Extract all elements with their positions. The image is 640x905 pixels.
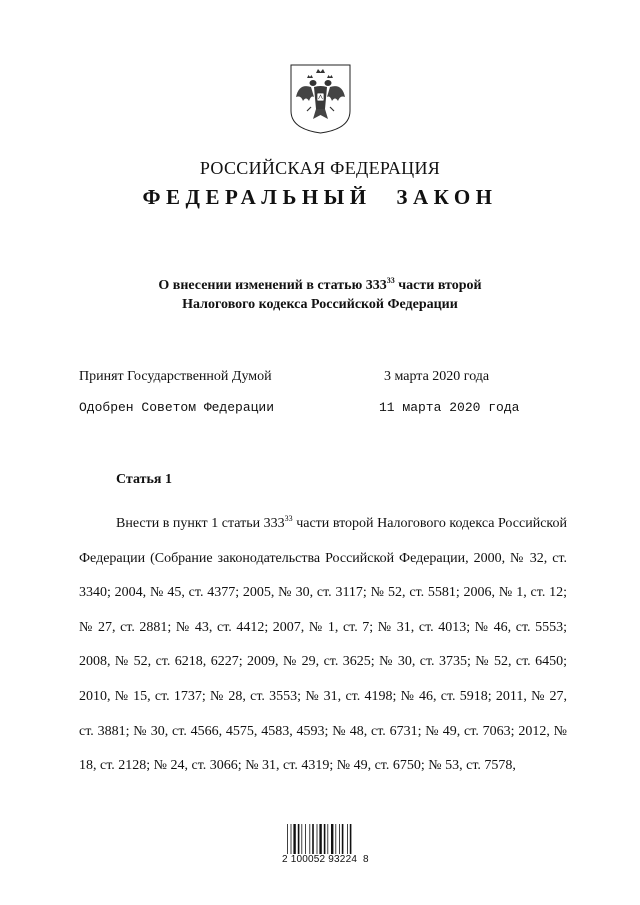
barcode-number: 2 100052 93224 8 xyxy=(282,854,369,865)
law-title-line-2: Налогового кодекса Российской Федерации xyxy=(182,297,458,312)
approval-date: 11 марта 2020 года xyxy=(379,400,520,415)
barcode-icon xyxy=(287,824,355,854)
adoption-label: Принят Государственной Думой xyxy=(79,369,272,384)
law-title-line-1: О внесении изменений в статью $333^{33}$ части второй xyxy=(158,276,482,293)
article-heading: Статья 1 xyxy=(116,472,172,487)
coat-of-arms-emblem xyxy=(289,63,352,135)
russian-coat-of-arms-icon xyxy=(289,63,352,135)
law-title xyxy=(0,276,640,314)
article-text: Внести в пункт 1 статьи $333^{33}$ части второй Налогового кодекса Российской Федерации (Собрание законодательства Российской Федерации, 2000, № 32, ст. 3340; 2004, № 45, ст. 4377; 2005, № 30, ст. 3117; № 52, ст. 5581; 2006, № 1, ст. 12; № 27, ст. 2881; № 43, ст. 4412; 2007, № 1, ст. 7; № 31, ст. 4013; № 46, ст. 5553; 2008, № 52, ст. 6218, 6227; 2009, № 29, ст. 3625; № 30, ст. 3735; № 52, ст. 6450; 2010, № 15, ст. 1737; № 28, ст. 3553; № 31, ст. 4198; № 46, ст. 5918; 2011, № 27, ст. 3881; № 30, ст. 4566, 4575, 4583, 4593; № 48, ст. 6731; № 49, ст. 7063; 2012, № 18, ст. 2128; № 24, ст. 3066; № 31, ст. 4319; № 49, ст. 6750; № 53, ст. 7578, xyxy=(79,514,567,774)
approval-label: Одобрен Советом Федерации xyxy=(79,400,275,415)
document-type-title: ФЕДЕРАЛЬНЫЙ ЗАКОН xyxy=(142,185,498,209)
adoption-date: 3 марта 2020 года xyxy=(384,369,490,384)
country-name: РОССИЙСКАЯ ФЕДЕРАЦИЯ xyxy=(199,158,441,178)
